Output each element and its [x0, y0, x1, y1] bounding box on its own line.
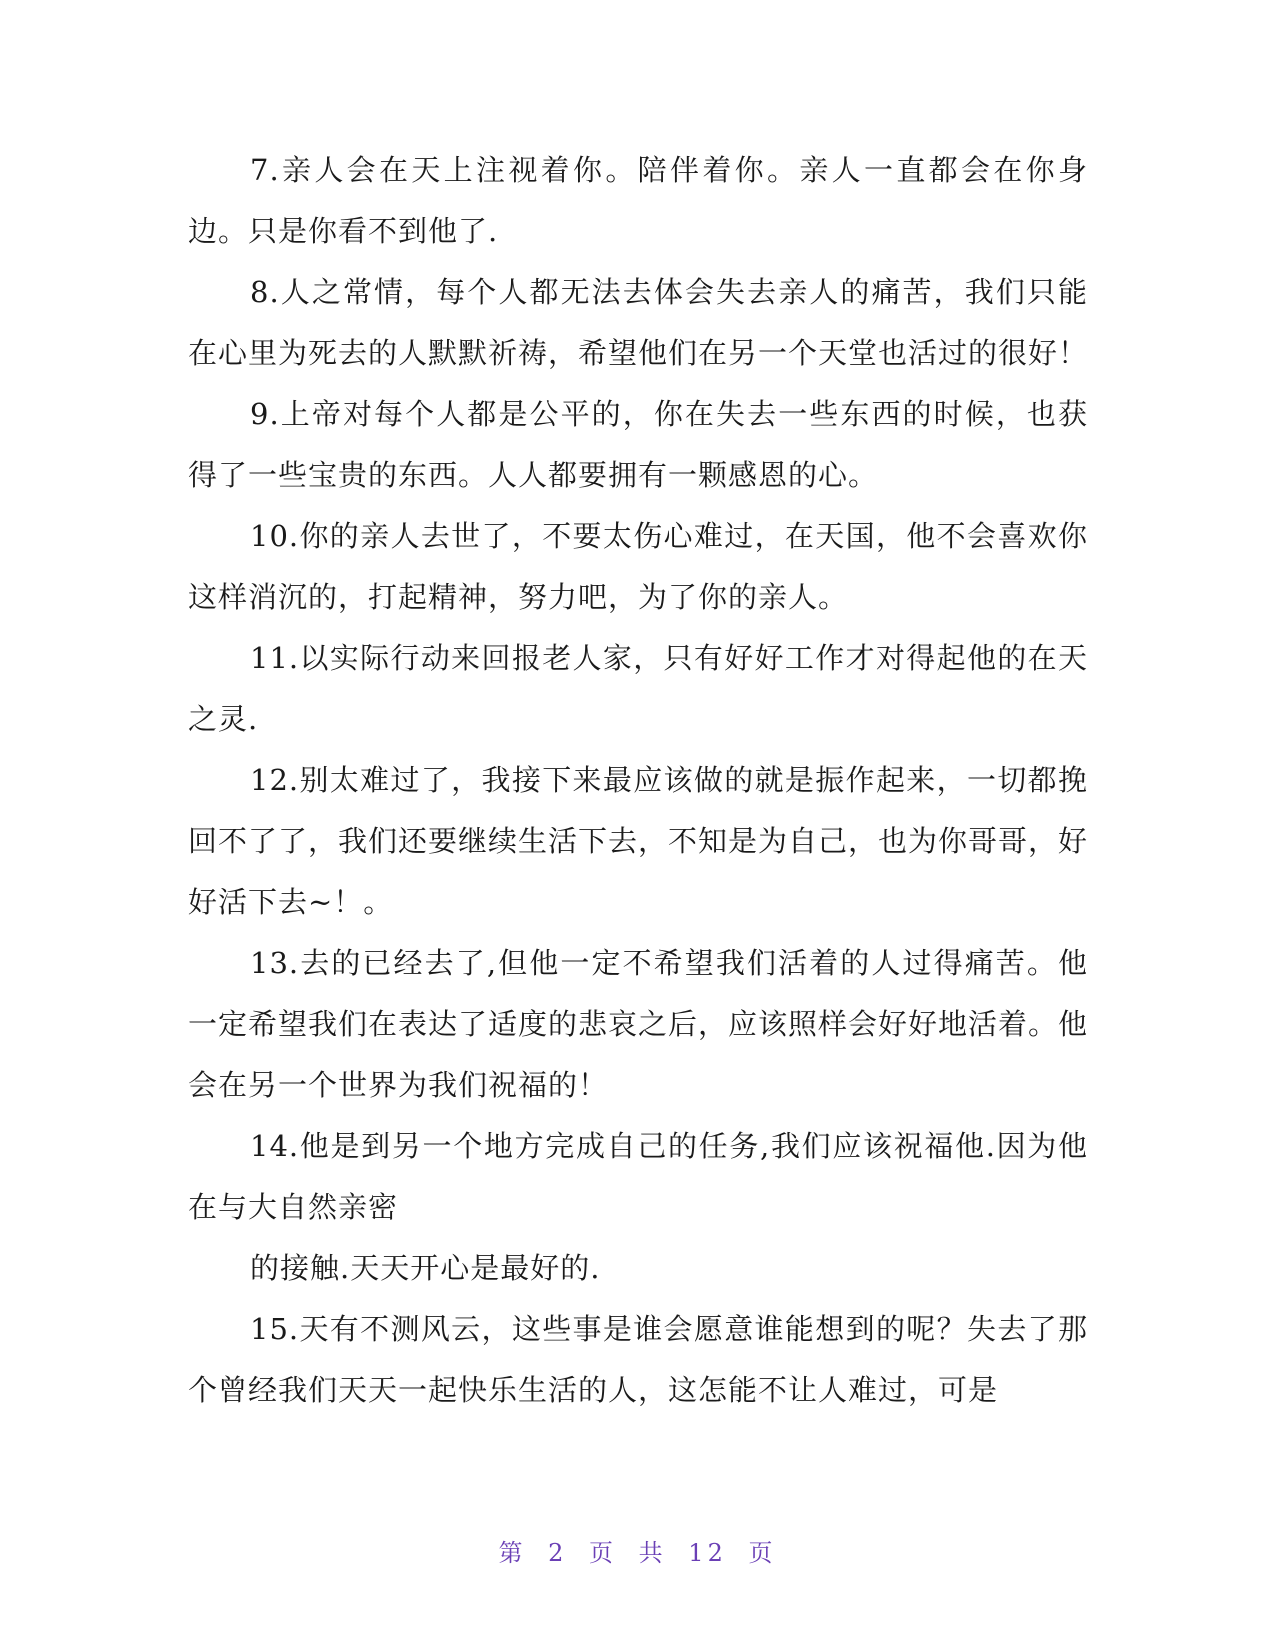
paragraph-14-continuation: 的接触.天天开心是最好的.: [250, 1251, 601, 1285]
paragraph-12: 12.别太难过了，我接下来最应该做的就是振作起来，一切都挽回不了了，我们还要继续生活下去，不知是为自己，也为你哥哥，好好活下去~！。: [188, 763, 1089, 919]
paragraph-15: 15.天有不测风云，这些事是谁会愿意谁能想到的呢？失去了那个曾经我们天天一起快乐生活的人，这怎能不让人难过，可是: [188, 1312, 1088, 1407]
paragraph-10: 10.你的亲人去世了，不要太伤心难过，在天国，他不会喜欢你这样消沉的，打起精神，努力吧，为了你的亲人。: [188, 519, 1088, 614]
document-body: [188, 140, 1088, 1421]
paragraph-8: 8.人之常情，每个人都无法去体会失去亲人的痛苦，我们只能在心里为死去的人默默祈祷，希望他们在另一个天堂也活过的很好！: [188, 275, 1089, 370]
paragraph-13: 13.去的已经去了,但他一定不希望我们活着的人过得痛苦。他一定希望我们在表达了适度的悲哀之后，应该照样会好好地活着。他会在另一个世界为我们祝福的！: [188, 946, 1089, 1102]
paragraph-9: 9.上帝对每个人都是公平的，你在失去一些东西的时候，也获得了一些宝贵的东西。人人都要拥有一颗感恩的心。: [188, 397, 1088, 492]
paragraph-7: 7.亲人会在天上注视着你。陪伴着你。亲人一直都会在你身边。只是你看不到他了.: [188, 153, 1088, 248]
paragraph-14: 14.他是到另一个地方完成自己的任务,我们应该祝福他.因为他在与大自然亲密: [188, 1129, 1088, 1224]
paragraph-11: 11.以实际行动来回报老人家，只有好好工作才对得起他的在天之灵.: [188, 641, 1088, 736]
page-number-footer: 第 2 页 共 12 页: [498, 1539, 777, 1567]
